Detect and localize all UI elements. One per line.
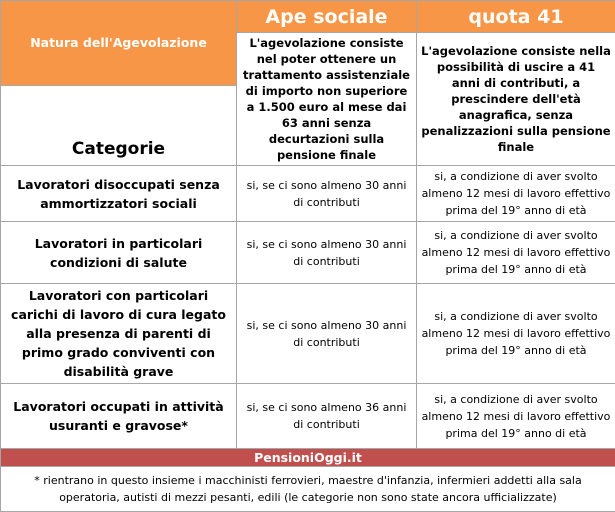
ape-cell: si, se ci sono almeno 30 anni di contributi xyxy=(237,166,417,222)
table-row xyxy=(1,166,615,222)
quota-cell: si, a condizione di aver svolto almeno 12 mesi di lavoro effettivo prima del 19° anno di età xyxy=(417,222,615,284)
category-cell: Lavoratori con particolari carichi di lavoro di cura legato alla presenza di parenti di primo grado conviventi con disabilità grave xyxy=(1,284,237,384)
ape-sociale-header: Ape sociale xyxy=(237,1,417,33)
table-row xyxy=(1,284,615,384)
natura-header: Natura dell'Agevolazione xyxy=(1,1,237,86)
ape-cell: si, se ci sono almeno 30 anni di contributi xyxy=(237,222,417,284)
category-cell: Lavoratori disoccupati senza ammortizzatori sociali xyxy=(1,166,237,222)
quota-cell: si, a condizione di aver svolto almeno 12 mesi di lavoro effettivo prima del 19° anno di età xyxy=(417,284,615,384)
categorie-header: Categorie xyxy=(1,85,237,165)
pensionioggi-banner: PensioniOggi.it xyxy=(1,449,615,467)
category-cell: Lavoratori occupati in attività usuranti e gravose* xyxy=(1,384,237,449)
table-row xyxy=(1,222,615,284)
table-row xyxy=(1,384,615,449)
footnote: * rientrano in questo insieme i macchinisti ferrovieri, maestre d'infanzia, infermieri addetti alla sala operatoria, autisti di mezzi pesanti, edili (le categorie non sono state ancora ufficializzate) xyxy=(1,467,615,512)
ape-cell: si, se ci sono almeno 30 anni di contributi xyxy=(237,284,417,384)
quota-cell: si, a condizione di aver svolto almeno 12 mesi di lavoro effettivo prima del 19° anno di età xyxy=(417,166,615,222)
quota-cell: si, a condizione di aver svolto almeno 12 mesi di lavoro effettivo prima del 19° anno di età xyxy=(417,384,615,449)
category-cell: Lavoratori in particolari condizioni di salute xyxy=(1,222,237,284)
ape-sociale-description: L'agevolazione consiste nel poter ottenere un trattamento assistenziale di importo non superiore a 1.500 euro al mese dai 63 anni senza decurtazioni sulla pensione finale xyxy=(237,33,417,166)
ape-cell: si, se ci sono almeno 36 anni di contributi xyxy=(237,384,417,449)
quota-41-description: L'agevolazione consiste nella possibilità di uscire a 41 anni di contributi, a prescindere dell'età anagrafica, senza penalizzazioni sulla pensione finale xyxy=(417,33,615,166)
quota-41-header: quota 41 xyxy=(417,1,615,33)
